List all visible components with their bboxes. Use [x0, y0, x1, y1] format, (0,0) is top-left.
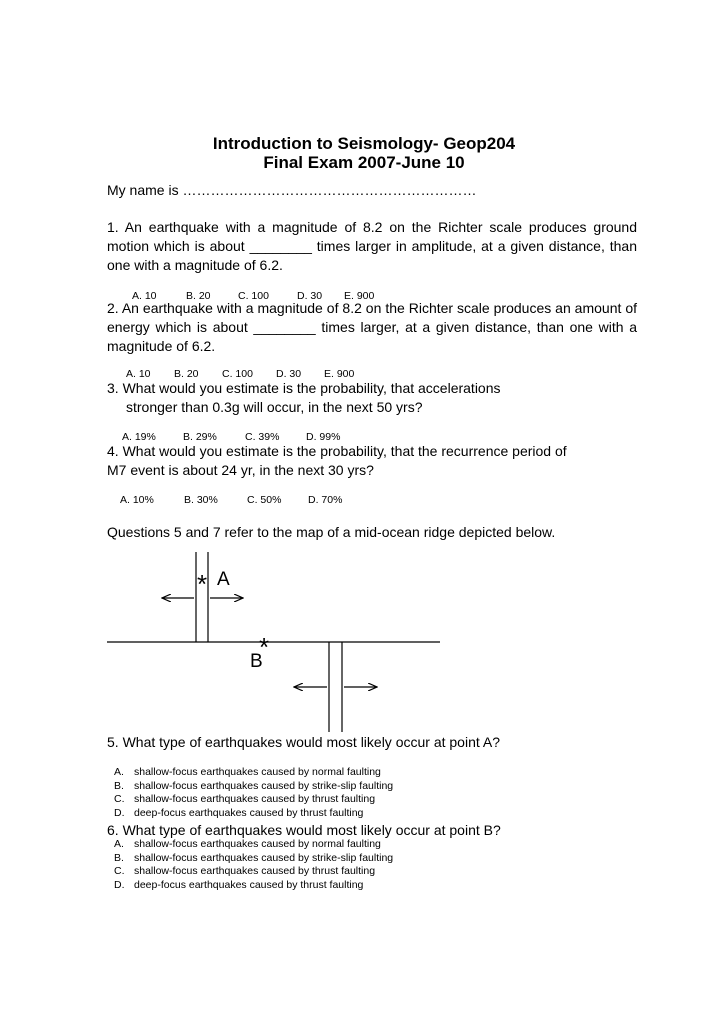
option: C. 100 — [238, 290, 269, 302]
option: B. 20 — [174, 368, 199, 380]
point-a-label: A — [217, 569, 230, 590]
map-intro-text: Questions 5 and 7 refer to the map of a mid-ocean ridge depicted below. — [107, 524, 556, 540]
list-item: A. shallow-focus earthquakes caused by normal faulting — [114, 766, 381, 778]
question-5-choices — [114, 766, 393, 820]
question-1-text: 1. An earthquake with a magnitude of 8.2 on the Richter scale produces ground motion which is about ________ times larger in amplitude, at a given distance, than one with a magnitude of 6.2. — [107, 219, 637, 273]
option: B. 29% — [183, 431, 217, 443]
list-item: C. shallow-focus earthquakes caused by thrust faulting — [114, 793, 376, 805]
question-4-options — [120, 494, 342, 507]
point-a-star-icon: * — [197, 569, 208, 599]
question-4-text: 4. What would you estimate is the probability, that the recurrence period of — [107, 443, 567, 459]
question-3-text-cont: stronger than 0.3g will occur, in the next 50 yrs? — [126, 399, 423, 415]
option: D. 30 — [276, 368, 302, 380]
question-6-text: 6. What type of earthquakes would most likely occur at point B? — [107, 822, 501, 838]
list-item: B. shallow-focus earthquakes caused by strike-slip faulting — [114, 779, 394, 792]
exam-subtitle: Final Exam 2007-June 10 — [263, 153, 465, 172]
option: C. 100 — [222, 368, 253, 380]
point-b-star-icon: * — [259, 632, 270, 662]
list-item: A. shallow-focus earthquakes caused by normal faulting — [114, 838, 381, 850]
option: C. 50% — [247, 494, 282, 506]
option: D. 30 — [297, 290, 323, 302]
option: E. 900 — [324, 368, 355, 380]
question-4-text-cont: M7 event is about 24 yr, in the next 30 yrs? — [107, 462, 374, 478]
question-2-text: 2. An earthquake with a magnitude of 8.2 on the Richter scale produces an amount of energy which is about ________ times larger, at a given distance, than one with a magnitude of 6.2. — [107, 300, 637, 354]
question-3-text: 3. What would you estimate is the probability, that accelerations — [107, 380, 501, 396]
option: D. 99% — [306, 431, 341, 443]
option: B. 20 — [186, 290, 211, 302]
question-5-text: 5. What type of earthquakes would most likely occur at point A? — [107, 734, 500, 750]
option: A. 19% — [122, 431, 156, 443]
list-item: D. deep-focus earthquakes caused by thrust faulting — [114, 878, 364, 891]
point-b-label: B — [250, 651, 263, 672]
list-item: C. shallow-focus earthquakes caused by thrust faulting — [114, 865, 376, 877]
option: B. 30% — [184, 494, 218, 506]
exam-title: Introduction to Seismology- Geop204 — [212, 134, 516, 153]
option: A. 10 — [132, 290, 157, 302]
list-item: B. shallow-focus earthquakes caused by strike-slip faulting — [114, 851, 394, 864]
option: E. 900 — [344, 290, 375, 302]
ridge-diagram — [0, 540, 728, 740]
option: C. 39% — [245, 431, 280, 443]
option: A. 10 — [126, 368, 151, 380]
option: A. 10% — [120, 494, 154, 506]
name-line: My name is ……………………………………………………… — [107, 182, 477, 198]
option: D. 70% — [308, 494, 343, 506]
list-item: D. deep-focus earthquakes caused by thrust faulting — [114, 806, 364, 819]
question-6-choices — [114, 838, 393, 892]
